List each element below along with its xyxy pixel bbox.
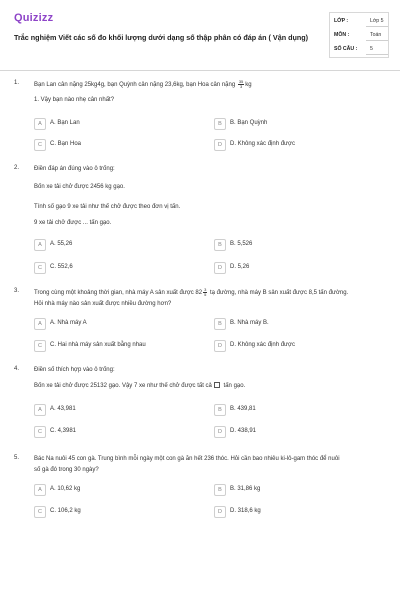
option-text: C. Hai nhà máy sản xuất bằng nhau [50,342,146,348]
option-letter-box: C [34,426,46,438]
option-text: C. Bạn Hoa [50,141,82,147]
worksheet-header [0,0,400,70]
question-text [34,466,389,475]
quizizz-logo: Quizizz [14,12,54,24]
option-text: A. Nhà máy A [50,320,87,326]
text-segment: kg [245,82,252,89]
info-underline [366,26,388,27]
info-row-count [334,43,388,55]
text-segment: tạ đường, nhà máy B sản xuất được 8,5 tấn đường. [208,290,349,297]
fraction-numerator: 35 [238,79,244,84]
option-letter-box: B [214,404,226,416]
option-letter-box: C [34,139,46,151]
answer-blank-box[interactable] [214,382,220,388]
text-segment: Bốn xe tải chở được 2456 kg gạo. [34,184,125,190]
option-letter-box: B [214,239,226,251]
info-value: Toán [370,32,382,38]
option-text: D. Không xác định được [230,342,295,348]
question-text [34,366,389,375]
option-text: C. 4,3981 [50,428,77,434]
question-number: 4. [14,366,20,372]
question-text [34,183,389,192]
info-label: LỚP : [334,18,349,24]
option-letter-box: B [214,318,226,330]
fraction [238,80,244,89]
question-text [34,96,389,105]
text-segment: số gà đó trong 30 ngày? [34,467,99,473]
header-divider [0,70,400,71]
question-text [34,203,389,212]
option-letter-box: D [214,262,226,274]
info-label: MÔN : [334,32,350,38]
text-segment: Bốn xe tải chở được 25132 gạo. Vậy 7 xe như thế chở được tất cả [34,383,212,389]
option-letter-box: A [34,239,46,251]
option-text: B. Nhà máy B. [230,320,269,326]
question-text [34,300,389,309]
option-text: A. 55,26 [50,241,73,247]
option-letter-box: C [34,262,46,274]
fraction [203,288,207,297]
option-letter-box: B [214,484,226,496]
text-segment: 1. Vậy bạn nào nhẹ cân nhất? [34,97,115,103]
option-letter-box: D [214,340,226,352]
info-label: SỐ CÂU : [334,46,358,52]
option-letter-box: B [214,118,226,130]
option-text: D. 318,6 kg [230,508,261,514]
option-letter-box: D [214,506,226,518]
question-text [34,80,389,90]
text-segment: Bác Na nuôi 45 con gà. Trung bình mỗi ngày một con gà ăn hết 236 thóc. Hỏi cần bao nhiêu ki-lô-gam thóc để nuôi [34,456,340,462]
question-text [34,382,389,391]
text-segment: Điền đáp án đúng vào ô trống: [34,166,115,172]
option-letter-box: C [34,340,46,352]
info-underline [366,40,388,41]
info-value: 5 [370,46,373,52]
option-text: B. 439,81 [230,406,256,412]
info-row-class [334,15,388,27]
option-text: D. 438,91 [230,428,257,434]
option-text: A. 10,62 kg [50,486,81,492]
info-row-subject [334,29,388,41]
question-text [34,219,389,228]
option-letter-box: A [34,484,46,496]
worksheet-title: Trắc nghiệm Viết các số đo khối lượng dưới dạng số thập phân có đáp án ( Vận dụng) [14,33,309,42]
option-text: A. Bạn Lan [50,120,80,126]
question-number: 2. [14,165,20,171]
option-letter-box: D [214,426,226,438]
fraction-denominator: 5 [204,292,207,297]
question-number: 1. [14,80,20,86]
text-segment: Trong cùng một khoảng thời gian, nhà máy A sản xuất được 82 [34,290,203,297]
question-text [34,165,389,174]
option-text: B. 31,86 kg [230,486,261,492]
option-letter-box: A [34,318,46,330]
option-text: C. 552,6 [50,264,73,270]
question-number: 5. [14,455,20,461]
text-segment: Hỏi nhà máy nào sản xuất được nhiều đường hơn? [34,301,172,307]
option-letter-box: C [34,506,46,518]
option-text: C. 106,2 kg [50,508,81,514]
info-box [329,12,389,58]
info-underline [366,54,388,55]
question-text [34,288,389,298]
text-segment: Bạn Lan cân nặng 25kg4g, bạn Quỳnh cân nặng 23,6kg, bạn Hoa cân nặng [34,82,237,89]
fraction-denominator: 3 [239,84,243,89]
option-text: B. 5,526 [230,241,253,247]
option-letter-box: D [214,139,226,151]
question-number: 3. [14,288,20,294]
option-text: B. Bạn Quỳnh [230,120,268,126]
option-letter-box: A [34,404,46,416]
text-segment: Tính số gạo 9 xe tải như thế chở được theo đơn vị tấn. [34,204,181,210]
text-segment: tấn gạo. [221,383,246,389]
question-text [34,455,389,464]
text-segment: 9 xe tải chở được ... tấn gạo. [34,220,112,226]
option-text: A. 43,981 [50,406,76,412]
fraction-numerator: 3 [204,287,207,292]
option-text: D. Không xác định được [230,141,295,147]
info-value: Lớp 5 [370,18,384,24]
text-segment: Điền số thích hợp vào ô trống: [34,367,115,373]
option-letter-box: A [34,118,46,130]
option-text: D. 5,26 [230,264,250,270]
